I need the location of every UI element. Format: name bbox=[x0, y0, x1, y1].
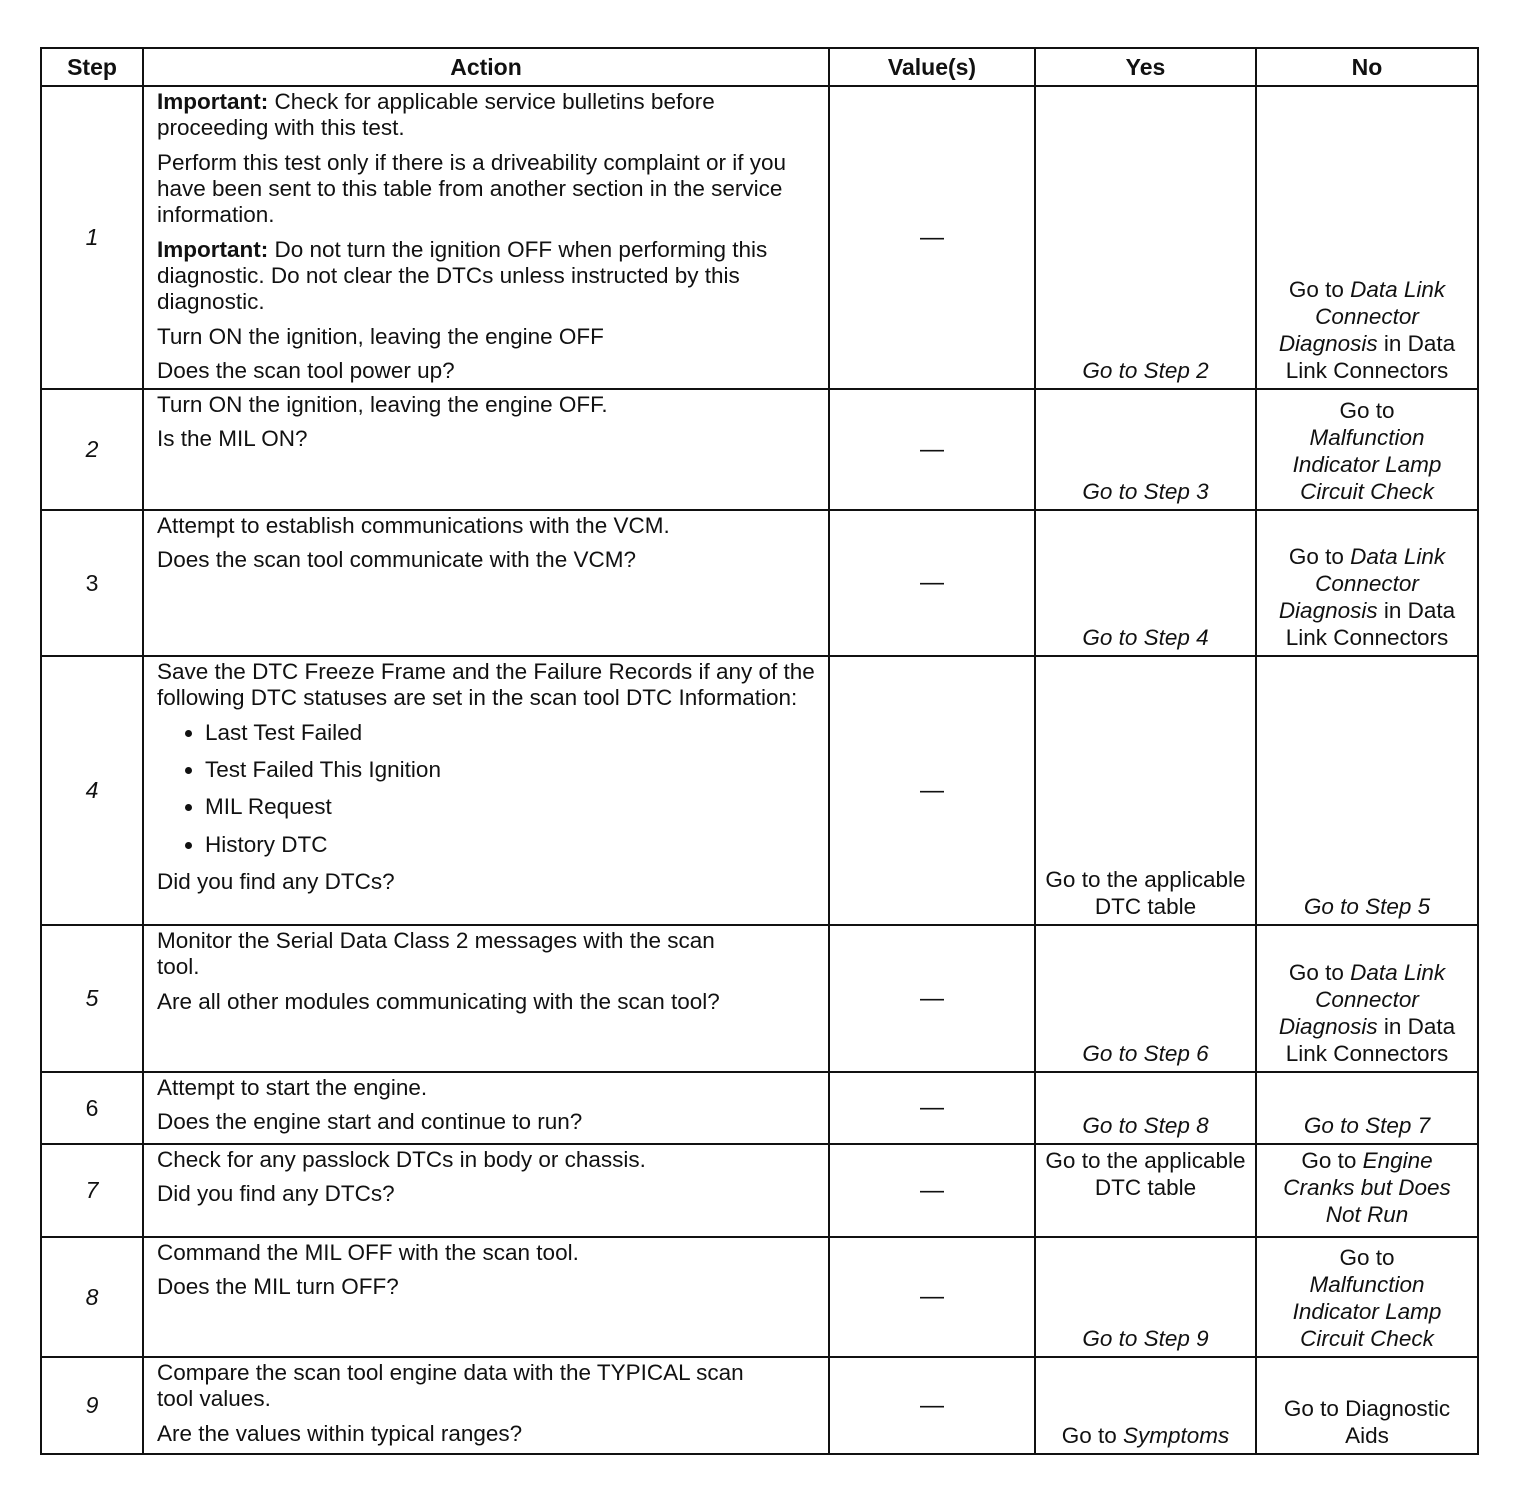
table-row bbox=[41, 925, 1478, 1072]
yes-link[interactable]: Go to the applicable DTC table bbox=[1035, 656, 1256, 925]
action-cell bbox=[143, 1357, 829, 1454]
value-cell: — bbox=[829, 1357, 1035, 1454]
action-cell bbox=[143, 389, 829, 510]
no-link[interactable]: Go to Step 7 bbox=[1256, 1072, 1478, 1144]
action-question: Does the MIL turn OFF? bbox=[157, 1274, 399, 1300]
action-cell bbox=[143, 1072, 829, 1144]
no-prefix: Go to bbox=[1288, 277, 1351, 303]
action-cell bbox=[143, 656, 829, 925]
header-yes: Yes bbox=[1035, 48, 1256, 86]
value-cell: — bbox=[829, 510, 1035, 656]
yes-link[interactable]: Go to Step 6 bbox=[1035, 925, 1256, 1072]
table-row bbox=[41, 510, 1478, 656]
no-cell bbox=[1256, 86, 1478, 389]
no-prefix: Go to bbox=[1288, 544, 1351, 570]
action-text: Command the MIL OFF with the scan tool. bbox=[157, 1240, 579, 1266]
step-number: 8 bbox=[41, 1237, 143, 1357]
action-text: Turn ON the ignition, leaving the engine OFF. bbox=[157, 392, 608, 418]
list-item: • MIL Request bbox=[205, 794, 816, 820]
step-number: 5 bbox=[41, 925, 143, 1072]
step-number: 2 bbox=[41, 389, 143, 510]
yes-link[interactable]: Go to Step 9 bbox=[1035, 1237, 1256, 1357]
no-prefix: Go to bbox=[1301, 1148, 1363, 1174]
action-question: Does the scan tool communicate with the VCM? bbox=[157, 547, 636, 573]
action-text bbox=[157, 89, 816, 142]
action-sentence: Check for applicable service bulletins before proceeding with this test. bbox=[157, 89, 715, 141]
list-item: • Test Failed This Ignition bbox=[205, 757, 816, 783]
action-text: Monitor the Serial Data Class 2 messages with the scan tool. bbox=[157, 928, 715, 980]
table-row bbox=[41, 656, 1478, 925]
no-prefix: Go to bbox=[1339, 398, 1395, 424]
no-link[interactable]: Data Link Connector Diagnosis bbox=[1278, 544, 1446, 624]
no-prefix: Go to bbox=[1339, 1245, 1395, 1271]
action-question: Are all other modules communicating with the scan tool? bbox=[157, 988, 720, 1014]
no-link[interactable]: Go to Step 5 bbox=[1256, 656, 1478, 925]
action-text: Check for any passlock DTCs in body or chassis. bbox=[157, 1147, 646, 1173]
value-cell: — bbox=[829, 1144, 1035, 1237]
value-cell: — bbox=[829, 86, 1035, 389]
no-link[interactable]: Malfunction Indicator Lamp Circuit Check bbox=[1292, 1272, 1442, 1352]
yes-link[interactable]: Go to Step 3 bbox=[1035, 389, 1256, 510]
important-label: Important: bbox=[157, 236, 269, 262]
list-item: • History DTC bbox=[205, 832, 816, 858]
no-cell bbox=[1256, 389, 1478, 510]
status-list bbox=[157, 720, 816, 858]
action-cell bbox=[143, 1144, 829, 1237]
step-number: 6 bbox=[41, 1072, 143, 1144]
value-cell: — bbox=[829, 1237, 1035, 1357]
no-cell bbox=[1256, 925, 1478, 1072]
no-suffix: in Data Link Connectors bbox=[1285, 598, 1456, 651]
header-step: Step bbox=[41, 48, 143, 86]
table-row bbox=[41, 1072, 1478, 1144]
action-cell bbox=[143, 1237, 829, 1357]
no-link[interactable]: Data Link Connector Diagnosis bbox=[1278, 277, 1446, 357]
no-link[interactable]: Engine Cranks but Does Not Run bbox=[1283, 1148, 1451, 1228]
header-no: No bbox=[1256, 48, 1478, 86]
value-cell: — bbox=[829, 656, 1035, 925]
table-row bbox=[41, 1237, 1478, 1357]
no-link[interactable]: Data Link Connector Diagnosis bbox=[1278, 960, 1446, 1040]
no-cell bbox=[1256, 1144, 1478, 1237]
action-question: Did you find any DTCs? bbox=[157, 1181, 395, 1207]
header-row bbox=[41, 48, 1478, 86]
action-question: Did you find any DTCs? bbox=[157, 869, 395, 894]
step-number: 1 bbox=[41, 86, 143, 389]
yes-link[interactable]: Symptoms bbox=[1123, 1423, 1230, 1449]
action-text: Save the DTC Freeze Frame and the Failure Records if any of the following DTC statuses are set in the scan tool DTC Information: bbox=[157, 659, 815, 711]
no-link[interactable]: Malfunction Indicator Lamp Circuit Check bbox=[1292, 425, 1442, 505]
step-number: 4 bbox=[41, 656, 143, 925]
value-cell: — bbox=[829, 925, 1035, 1072]
no-cell bbox=[1256, 1237, 1478, 1357]
list-item: • Last Test Failed bbox=[205, 720, 816, 746]
value-cell: — bbox=[829, 389, 1035, 510]
action-question: Are the values within typical ranges? bbox=[157, 1420, 523, 1446]
action-text: Attempt to start the engine. bbox=[157, 1075, 428, 1101]
action-cell bbox=[143, 86, 829, 389]
action-text bbox=[157, 237, 816, 316]
value-cell: — bbox=[829, 1072, 1035, 1144]
yes-link[interactable]: Go to Step 4 bbox=[1035, 510, 1256, 656]
important-label: Important: bbox=[157, 89, 269, 114]
no-cell bbox=[1256, 510, 1478, 656]
yes-cell bbox=[1035, 1357, 1256, 1454]
step-number: 3 bbox=[41, 510, 143, 656]
yes-link[interactable]: Go to Step 8 bbox=[1035, 1072, 1256, 1144]
step-number: 7 bbox=[41, 1144, 143, 1237]
table-row bbox=[41, 86, 1478, 389]
action-text: Turn ON the ignition, leaving the engine OFF bbox=[157, 323, 604, 349]
action-text: Compare the scan tool engine data with the TYPICAL scan tool values. bbox=[157, 1360, 744, 1412]
yes-prefix: Go to bbox=[1061, 1423, 1123, 1449]
action-question: Does the engine start and continue to run? bbox=[157, 1109, 583, 1135]
table-row bbox=[41, 1144, 1478, 1237]
action-text: Perform this test only if there is a driveability complaint or if you have been sent to this table from another section in the service information. bbox=[157, 149, 787, 228]
action-cell bbox=[143, 925, 829, 1072]
action-question: Does the scan tool power up? bbox=[157, 357, 455, 383]
no-suffix: in Data Link Connectors bbox=[1285, 331, 1456, 384]
yes-link[interactable]: Go to the applicable DTC table bbox=[1035, 1144, 1256, 1237]
table-row bbox=[41, 1357, 1478, 1454]
no-suffix: in Data Link Connectors bbox=[1285, 1014, 1456, 1067]
no-link[interactable]: Go to Diagnostic Aids bbox=[1256, 1357, 1478, 1454]
action-text: Attempt to establish communications with the VCM. bbox=[157, 513, 670, 539]
action-sentence: Do not turn the ignition OFF when performing this diagnostic. Do not clear the DTCs unless instructed by this diagnostic. bbox=[157, 236, 768, 315]
action-question: Is the MIL ON? bbox=[157, 426, 308, 452]
yes-link[interactable]: Go to Step 2 bbox=[1035, 86, 1256, 389]
action-cell bbox=[143, 510, 829, 656]
step-number: 9 bbox=[41, 1357, 143, 1454]
header-values: Value(s) bbox=[829, 48, 1035, 86]
header-action: Action bbox=[143, 48, 829, 86]
diagnostic-table bbox=[40, 47, 1479, 1455]
no-prefix: Go to bbox=[1288, 960, 1351, 986]
table-row bbox=[41, 389, 1478, 510]
